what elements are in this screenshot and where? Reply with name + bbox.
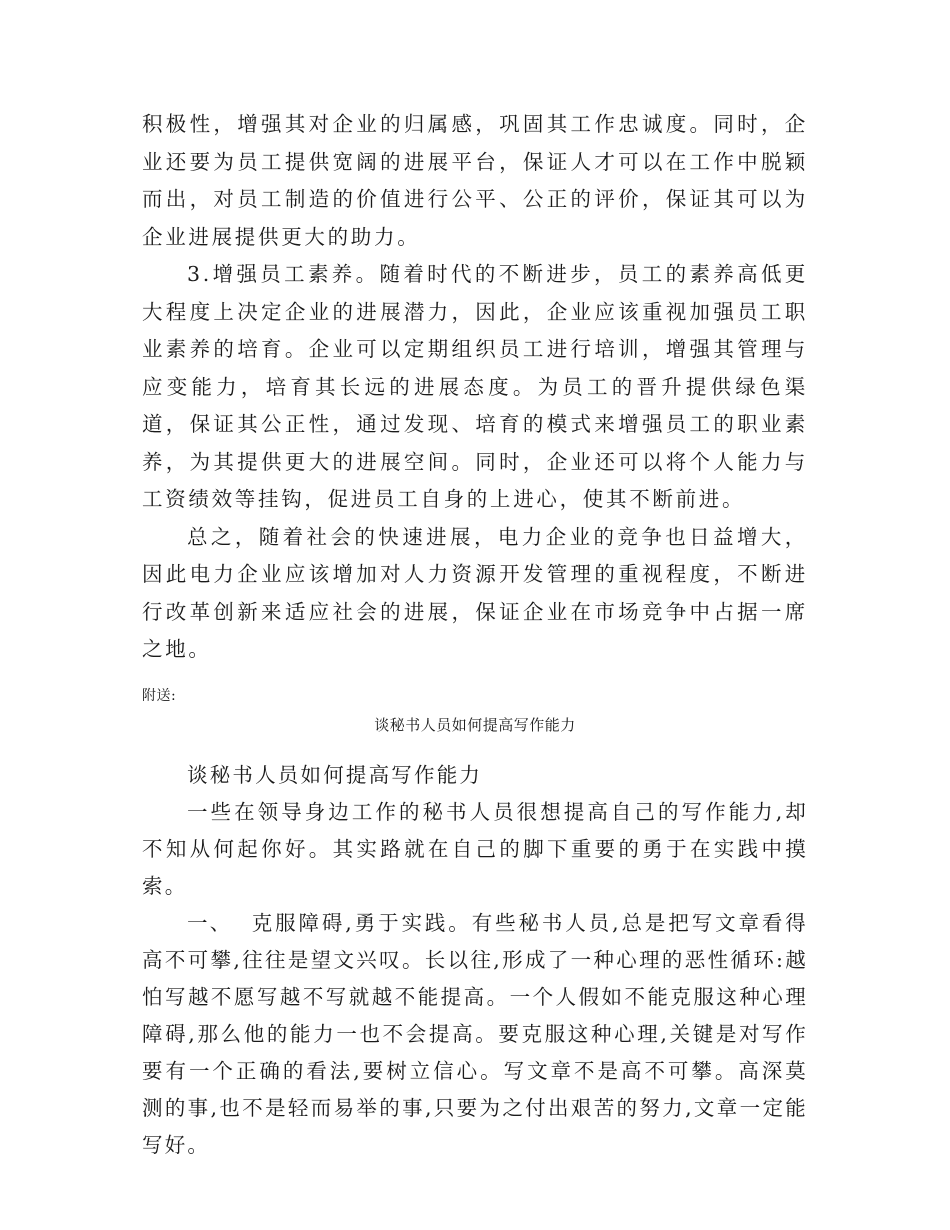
appendix-label: 附送: xyxy=(142,688,177,704)
paragraph-continuation: 积极性，增强其对企业的归属感，巩固其工作忠诚度。同时，企业还要为员工提供宽阔的进展平台，保证人才可以在工作中脱颖而出，对员工制造的价值进行公平、公正的评价，保证其可以为企业进展提供更大的助力。 xyxy=(142,112,808,249)
article-body xyxy=(142,106,808,669)
appendix-item-1 xyxy=(142,905,808,1164)
paragraph-staff-quality: 3.增强员工素养。随着时代的不断进步，员工的素养高低更大程度上决定企业的进展潜力，因此，企业应该重视加强员工职业素养的培育。企业可以定期组织员工进行培训，增强其管理与应变能力，培育其长远的进展态度。为员工的晋升提供绿色渠道，保证其公正性，通过发现、培育的模式来增强员工的职业素养，为其提供更大的进展空间。同时，企业还可以将个人能力与工资绩效等挂钩，促进员工自身的上进心，使其不断前进。 xyxy=(142,262,808,511)
item-text: 克服障碍,勇于实践。有些秘书人员,总是把写文章看得高不可攀,往往是望文兴叹。长以往,形成了一种心理的恶性循环:越怕写越不愿写越不写就越不能提高。一个人假如不能克服这种心理障碍,那么他的能力一也不会提高。要克服这种心理,关键是对写作要有一个正确的看法,要树立信心。写文章不是高不可攀。高深莫测的事,也不是轻而易举的事,只要为之付出艰苦的努力,文章一定能写好。 xyxy=(142,911,808,1157)
appendix-heading: 谈秘书人员如何提高写作能力 xyxy=(187,763,483,787)
appendix-intro: 一些在领导身边工作的秘书人员很想提高自己的写作能力,却不知从何起你好。其实路就在自己的脚下重要的勇于在实践中摸索。 xyxy=(142,800,808,898)
appendix-title: 谈秘书人员如何提高写作能力 xyxy=(374,716,576,734)
paragraph-conclusion: 总之，随着社会的快速进展，电力企业的竞争也日益增大，因此电力企业应该增加对人力资源开发管理的重视程度，不断进行改革创新来适应社会的进展，保证企业在市场竞争中占据一席之地。 xyxy=(142,524,808,661)
item-number: 一、 xyxy=(187,911,233,935)
appendix-body xyxy=(142,757,808,1164)
